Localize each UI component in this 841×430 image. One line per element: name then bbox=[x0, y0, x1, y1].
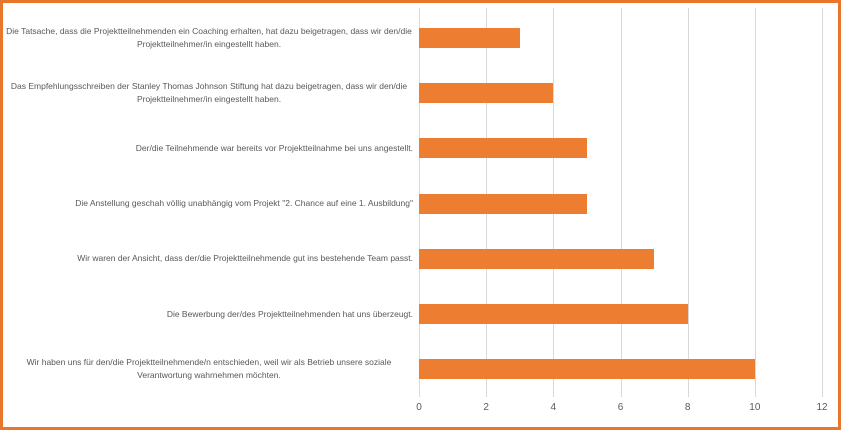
category-label: Die Anstellung geschah völlig unabhängig vom Projekt "2. Chance auf eine 1. Ausbildung" bbox=[75, 197, 413, 208]
x-axis-tick-label: 2 bbox=[483, 402, 489, 413]
category-label: Der/die Teilnehmende war bereits vor Projektteilnahme bei uns angestellt. bbox=[135, 142, 413, 153]
x-axis-tick-label: 4 bbox=[550, 402, 557, 413]
category-label: Die Bewerbung der/des Projektteilnehmenden hat uns überzeugt. bbox=[166, 308, 413, 319]
x-axis-tick-label: 0 bbox=[416, 402, 422, 413]
category-label: Wir waren der Ansicht, dass der/die Projektteilnehmende gut ins bestehende Team passt. bbox=[77, 253, 413, 264]
category-label: Das Empfehlungsschreiben der Stanley Thomas Johnson Stiftung hat dazu beigetragen, dass wir den/die Projektteilnehmer/in eingestellt haben. bbox=[10, 80, 408, 104]
category-label: Wir haben uns für den/die Projektteilnehmende/n entschieden, weil wir als Betrieb unsere soziale Verantwortung wahrnehmen möchten. bbox=[26, 357, 392, 381]
x-axis-tick-label: 12 bbox=[816, 402, 828, 413]
category-label: Die Tatsache, dass die Projektteilnehmenden ein Coaching erhalten, hat dazu beigetragen, dass wir den/die Projektteilnehmer/in eingestellt haben. bbox=[6, 25, 412, 49]
x-axis-tick-label: 6 bbox=[617, 402, 624, 413]
x-axis-tick-label: 8 bbox=[684, 402, 691, 413]
x-axis bbox=[3, 3, 838, 427]
x-axis-tick-label: 10 bbox=[749, 402, 761, 413]
